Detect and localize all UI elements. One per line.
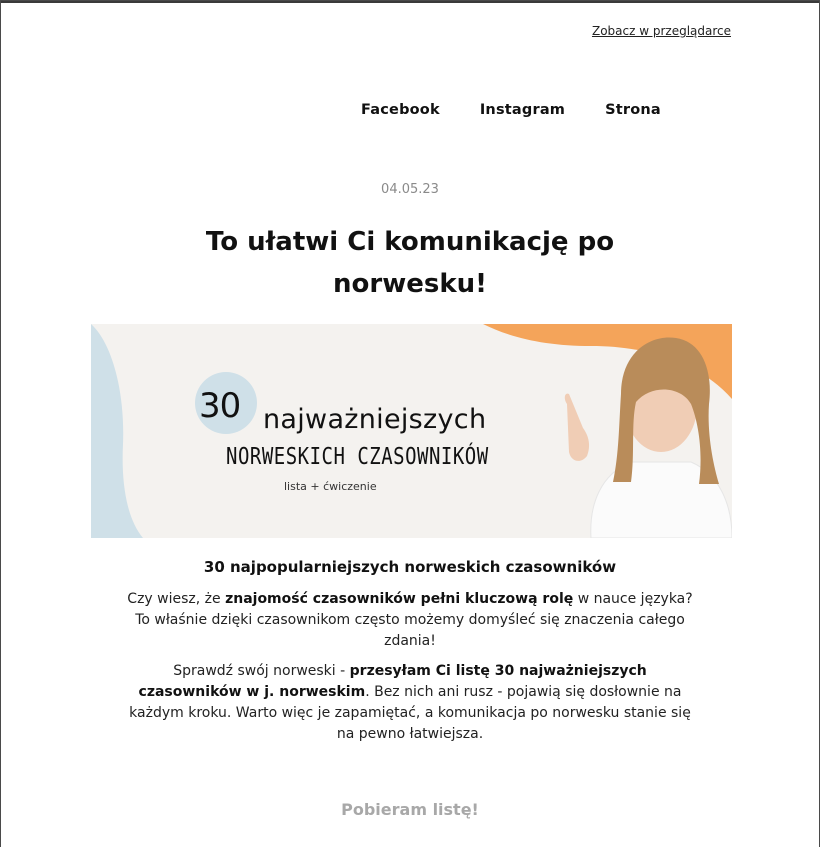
instagram-link[interactable]: Instagram	[479, 102, 566, 118]
download-list-button[interactable]: Pobieram listę!	[341, 800, 479, 819]
banner-line1: najważniejszych	[263, 404, 487, 435]
section-subtitle: 30 najpopularniejszych norweskich czasowników	[203, 558, 617, 576]
post-date: 04.05.23	[381, 182, 439, 197]
blue-blob-shape	[91, 324, 143, 538]
p1-text-a: Czy wiesz, że	[127, 591, 226, 607]
website-link[interactable]: Strona	[605, 102, 661, 118]
banner-line2: NORWESKICH CZASOWNIKÓW	[226, 443, 489, 471]
banner-image	[91, 324, 732, 538]
paragraph-1	[121, 589, 699, 652]
p2-bold: przesyłam Ci listę 30 najważniejszych czasowników w j. norweskim	[138, 663, 647, 700]
view-in-browser-link[interactable]: Zobacz w przeglądarce	[591, 24, 731, 38]
p1-bold: znajomość czasowników pełni kluczową rolę	[225, 591, 574, 607]
banner-number: 30	[199, 386, 241, 426]
facebook-link[interactable]: Facebook	[361, 102, 440, 118]
p2-text-a: Sprawdź swój norweski -	[173, 663, 350, 679]
social-nav	[361, 102, 661, 118]
p1-text-c: w nauce języka? To właśnie dzięki czasownikom często możemy domyśleć się znaczenia całego zdania!	[135, 591, 693, 649]
paragraph-2	[121, 661, 699, 745]
banner-line3: lista + ćwiczenie	[284, 480, 377, 493]
p2-text-c: . Bez nich ani rusz - pojawią się dosłownie na każdym kroku. Warto więc je zapamiętać, a komunikacja po norwesku stanie się na pewno łatwiejsza.	[129, 684, 691, 742]
post-title: To ułatwi Ci komunikację po norwesku!	[205, 227, 615, 299]
top-border	[1, 1, 819, 3]
